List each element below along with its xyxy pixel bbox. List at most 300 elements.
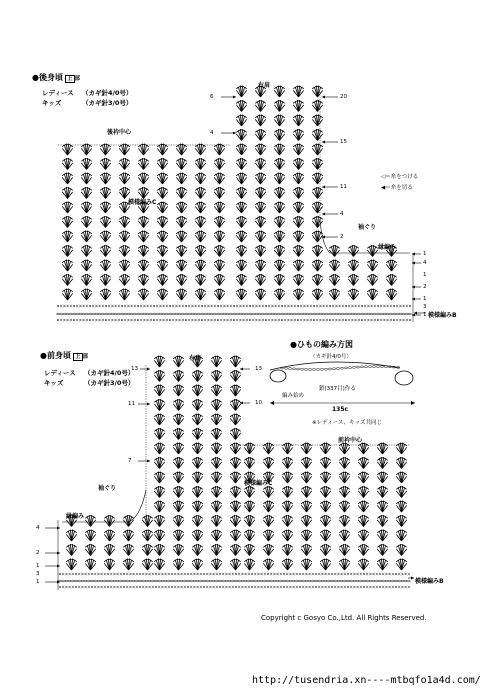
stitch-motif [138,144,148,155]
single-crochet-row [387,305,389,307]
single-crochet-row [395,573,397,575]
stitch-motif [255,129,265,140]
single-crochet-row [289,573,291,575]
stitch-motif [255,187,265,198]
stitch-motif [301,544,311,555]
stitch-motif [62,231,72,242]
stitch-motif [236,187,246,198]
stitch-motif [329,289,339,300]
stitch-motif [214,231,224,242]
single-crochet-row [131,305,133,307]
front-row-number: 3 [36,571,40,577]
stitch-motif [329,260,339,271]
chain-row [66,313,69,315]
single-crochet-row [121,319,123,321]
single-crochet-row [73,305,75,307]
back-row-number: 4 [423,260,427,266]
single-crochet-row [204,319,206,321]
single-crochet-row [117,573,119,575]
single-crochet-row [385,573,387,575]
chain-row [181,313,184,315]
stitch-motif [377,515,387,526]
chain-row [65,580,68,582]
chain-row [199,580,202,582]
chain-row [97,580,100,582]
single-crochet-row [267,573,269,575]
single-crochet-row [280,586,282,588]
stitch-motif [263,443,273,454]
single-crochet-row [137,305,139,307]
stitch-motif [211,443,221,454]
chain-row [148,580,151,582]
chain-row [172,313,175,315]
single-crochet-row [235,573,237,575]
stitch-motif [173,385,183,396]
arrow-head [412,253,415,256]
single-crochet-row [355,319,357,321]
single-crochet-row [249,319,251,321]
stitch-motif [154,370,164,381]
chain-row [73,313,76,315]
stitch-motif [66,544,76,555]
stitch-motif [255,158,265,169]
cord-chain-stitch [376,366,379,368]
single-crochet-row [190,586,192,588]
chain-row [404,580,407,582]
single-crochet-row [303,305,305,307]
stitch-motif [211,457,221,468]
single-crochet-row [127,319,129,321]
chain-row [340,580,343,582]
chain-row [337,580,340,582]
chain-row [63,313,66,315]
stitch-motif [348,274,358,285]
single-crochet-row [120,586,122,588]
single-crochet-row [197,586,199,588]
single-crochet-row [225,586,227,588]
stitch-motif [236,289,246,300]
single-crochet-row [142,586,144,588]
single-crochet-row [337,573,339,575]
back-ladies-label: レディース [42,89,74,97]
front-ladies-hook: （カギ針4/0号） [84,369,135,377]
single-crochet-row [371,305,373,307]
single-crochet-row [233,305,235,307]
stitch-motif [154,472,164,483]
chain-row [132,580,135,582]
stitch-motif [263,559,273,570]
stitch-motif [157,144,167,155]
stitch-motif [211,428,221,439]
chain-row [399,313,402,315]
chain-row [212,580,215,582]
single-crochet-row [392,573,394,575]
single-crochet-row [120,573,122,575]
single-crochet-row [169,319,171,321]
chain-row [57,313,60,315]
back-row-number: 15 [340,139,347,145]
cord-chain-stitch [324,368,327,370]
back-kids-hook: （カギ針3/0号） [82,99,133,107]
chain-row [140,313,143,315]
stitch-motif [100,289,110,300]
front-edge-label: 縁編み [66,513,85,520]
single-crochet-row [390,319,392,321]
single-crochet-row [315,586,317,588]
back-pattern-label: 模様編みC [128,199,157,206]
legend-cut-yarn: ◀＝糸を切る [381,185,413,191]
chain-row [391,580,394,582]
chain-row [335,313,338,315]
stitch-motif [244,486,254,497]
single-crochet-row [216,586,218,588]
single-crochet-row [371,319,373,321]
single-crochet-row [198,305,200,307]
stitch-motif [244,457,254,468]
single-crochet-row [70,305,72,307]
single-crochet-row [239,319,241,321]
front-kids-label: キッズ [44,379,64,387]
single-crochet-row [366,573,368,575]
single-crochet-row [179,305,181,307]
single-crochet-row [110,586,112,588]
stitch-motif [255,115,265,126]
single-crochet-row [182,319,184,321]
stitch-motif [244,559,254,570]
stitch-motif [274,187,284,198]
front-row-number: 13 [131,366,138,372]
chain-row [388,580,391,582]
stitch-motif [100,202,110,213]
arrow-head [412,262,415,265]
single-crochet-row [249,305,251,307]
single-crochet-row [214,319,216,321]
stitch-motif [81,173,91,184]
stitch-motif [339,443,349,454]
single-crochet-row [181,573,183,575]
arrow-head [411,577,414,580]
stitch-motif [293,129,303,140]
chain-row [225,580,228,582]
chain-row [347,580,350,582]
chain-row [313,313,316,315]
single-crochet-row [287,305,289,307]
single-crochet-row [110,573,112,575]
stitch-motif [358,530,368,541]
chain-row [78,580,81,582]
single-crochet-row [113,586,115,588]
single-crochet-row [294,305,296,307]
single-crochet-row [297,305,299,307]
stitch-motif [100,274,110,285]
chain-row [219,580,222,582]
single-crochet-row [99,305,101,307]
stitch-motif [236,260,246,271]
stitch-motif [282,486,292,497]
single-crochet-row [81,586,83,588]
arrow-head [322,213,325,216]
stitch-motif [339,559,349,570]
single-crochet-row [62,586,64,588]
stitch-motif [81,144,91,155]
chain-row [277,313,280,315]
single-crochet-row [177,586,179,588]
arrow-head [412,314,415,317]
stitch-motif [236,100,246,111]
chain-row [167,580,170,582]
front-row-number: 1 [36,579,40,585]
front-armhole-label: 袖ぐり [98,485,117,492]
stitch-motif [81,231,91,242]
single-crochet-row [65,573,67,575]
front-row-number: 7 [128,458,132,464]
single-crochet-row [383,305,385,307]
chain-row [261,313,264,315]
stitch-motif [301,457,311,468]
stitch-motif [301,559,311,570]
back-armhole-label: 袖ぐり [358,224,377,231]
chain-row [382,580,385,582]
chain-row [244,580,247,582]
chain-row [98,313,101,315]
stitch-motif [62,274,72,285]
single-crochet-row [363,586,365,588]
chain-row [370,313,373,315]
stitch-motif [274,86,284,97]
stitch-motif [339,515,349,526]
single-crochet-row [200,586,202,588]
cord-chain-stitch [336,368,339,370]
stitch-motif [230,530,240,541]
chain-row [247,580,250,582]
chain-row [159,313,162,315]
chain-row [91,580,94,582]
single-crochet-row [216,573,218,575]
stitch-motif [339,486,349,497]
single-crochet-row [248,573,250,575]
single-crochet-row [267,586,269,588]
single-crochet-row [405,573,407,575]
stitch-motif [154,414,164,425]
chain-row [121,313,124,315]
stitch-motif [157,187,167,198]
single-crochet-row [123,586,125,588]
single-crochet-row [273,573,275,575]
cord-chain-stitch [284,367,287,369]
stitch-motif [293,86,303,97]
cord-length-label: 135c [332,406,349,413]
single-crochet-row [181,586,183,588]
chain-row [158,580,161,582]
stitch-motif [312,231,322,242]
stitch-motif [81,187,91,198]
stitch-motif [81,289,91,300]
stitch-motif [85,530,95,541]
stitch-motif [301,501,311,512]
single-crochet-row [222,586,224,588]
chain-row [276,580,279,582]
chain-row [84,580,87,582]
chain-row [87,580,90,582]
single-crochet-row [86,305,88,307]
stitch-motif [230,356,240,367]
stitch-motif [255,144,265,155]
stitch-motif [173,457,183,468]
single-crochet-row [177,573,179,575]
stitch-motif [138,274,148,285]
single-crochet-row [223,319,225,321]
stitch-motif [358,501,368,512]
stitch-motif [320,472,330,483]
stitch-motif [214,202,224,213]
single-crochet-row [65,586,67,588]
stitch-motif [176,274,186,285]
single-crochet-row [351,305,353,307]
single-crochet-row [83,319,85,321]
cord-chain-stitch [316,368,319,370]
chain-row [379,580,382,582]
stitch-motif [263,457,273,468]
source-url: http://tusendria.xn----mtbqfo1a4d.com/ [252,675,481,686]
chain-row [220,313,223,315]
stitch-motif [104,530,114,541]
stitch-motif [123,544,133,555]
single-crochet-row [172,305,174,307]
arrow-head [147,368,150,371]
single-crochet-row [107,573,109,575]
single-crochet-row [342,319,344,321]
single-crochet-row [158,586,160,588]
single-crochet-row [326,305,328,307]
single-crochet-row [220,319,222,321]
single-crochet-row [147,319,149,321]
chain-row [95,313,98,315]
stitch-motif [195,274,205,285]
front-part-suffix: 部 [82,354,89,360]
chain-row [180,580,183,582]
single-crochet-row [104,573,106,575]
chain-row [201,313,204,315]
single-crochet-row [287,319,289,321]
stitch-motif [81,274,91,285]
single-crochet-row [86,319,88,321]
stitch-motif [312,158,322,169]
single-crochet-row [105,305,107,307]
single-crochet-row [251,586,253,588]
stitch-motif [274,202,284,213]
stitch-motif [312,260,322,271]
single-crochet-row [126,573,128,575]
single-crochet-row [184,573,186,575]
single-crochet-row [380,319,382,321]
stitch-motif [274,245,284,256]
front-kids-hook: （カギ針3/0号） [84,379,135,387]
single-crochet-row [227,319,229,321]
single-crochet-row [129,573,131,575]
single-crochet-row [127,305,129,307]
arrow-head [57,565,60,568]
stitch-motif [173,370,183,381]
chain-row [377,313,380,315]
stitch-motif [386,289,396,300]
chain-row [107,580,110,582]
chain-row [197,313,200,315]
chain-row [286,580,289,582]
stitch-motif [293,144,303,155]
single-crochet-row [159,319,161,321]
stitch-motif [367,245,377,256]
stitch-motif [282,501,292,512]
chain-row [105,313,108,315]
stitch-motif [62,173,72,184]
single-crochet-row [326,319,328,321]
single-crochet-row [245,586,247,588]
single-crochet-row [262,319,264,321]
stitch-motif [320,501,330,512]
copyright-notice: Copyright c Gosyo Co.,Ltd. All Rights Reserved. [261,614,427,622]
chain-row [165,313,168,315]
single-crochet-row [331,573,333,575]
chain-row [260,580,263,582]
single-crochet-row [387,319,389,321]
stitch-motif [236,115,246,126]
single-crochet-row [187,586,189,588]
single-crochet-row [281,319,283,321]
stitch-motif [119,144,129,155]
single-crochet-row [307,305,309,307]
single-crochet-row [382,573,384,575]
single-crochet-row [358,305,360,307]
single-crochet-row [195,319,197,321]
chain-row [369,580,372,582]
single-crochet-row [259,305,261,307]
single-crochet-row [296,586,298,588]
chain-row [229,313,232,315]
single-crochet-row [395,586,397,588]
stitch-motif [236,158,246,169]
chain-row [348,313,351,315]
single-crochet-row [344,573,346,575]
single-crochet-row [211,319,213,321]
chain-row [255,313,258,315]
stitch-motif [195,216,205,227]
single-crochet-row [201,305,203,307]
single-crochet-row [94,586,96,588]
single-crochet-row [206,586,208,588]
single-crochet-row [76,305,78,307]
chain-row [60,313,63,315]
single-crochet-row [63,319,65,321]
stitch-motif [312,289,322,300]
stitch-motif [157,274,167,285]
single-crochet-row [367,305,369,307]
single-crochet-row [374,319,376,321]
stitch-motif [154,428,164,439]
single-crochet-row [302,586,304,588]
single-crochet-row [406,305,408,307]
stitch-motif [230,428,240,439]
single-crochet-row [233,319,235,321]
single-crochet-row [59,573,61,575]
stitch-motif [293,274,303,285]
single-crochet-row [281,305,283,307]
single-crochet-row [373,573,375,575]
stitch-motif [62,202,72,213]
single-crochet-row [319,319,321,321]
cord-chain-stitch [356,366,359,368]
single-crochet-row [59,586,61,588]
single-crochet-row [57,305,59,307]
